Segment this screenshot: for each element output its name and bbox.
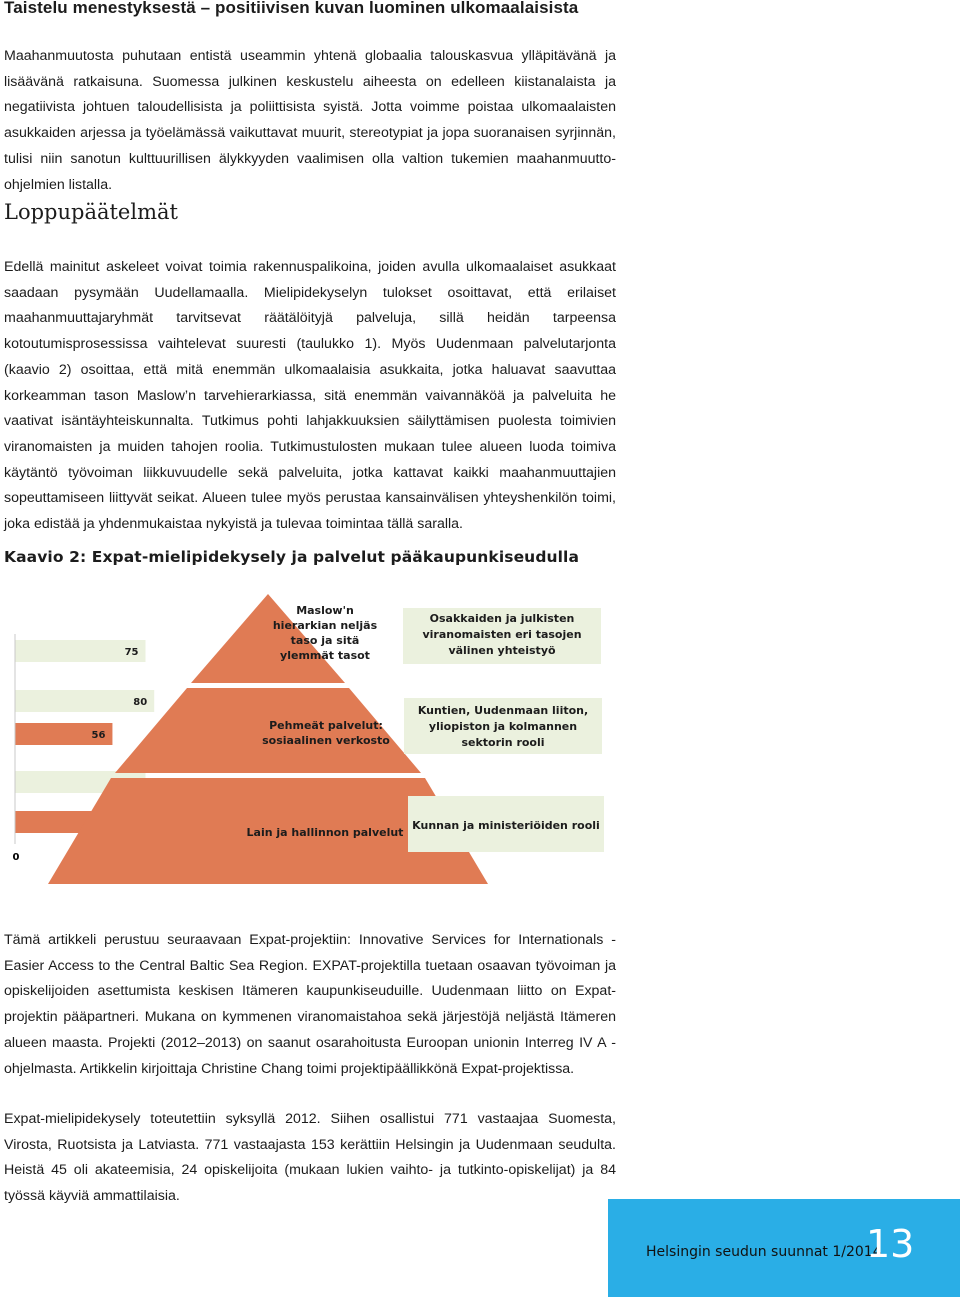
- bar-value-label: 56: [91, 730, 106, 741]
- actor-label-bottom: Kunnan ja ministeriöiden rooli: [412, 819, 600, 832]
- intro-paragraph: Maahanmuutosta puhutaan entistä useammin yhtenä globaalia talouskasvua ylläpitävänä ja lisäävänä ratkaisuna. Suomessa julkinen keskustelu aiheesta on edelleen kiistanalaista ja negatiivista johtuen taloudellisista ja poliittisista syistä. Jotta voimme poistaa ulkomaalaisten asukkaiden arjessa ja työelämässä vaikuttavat muurit, stereotypiat ja jopa suoranaisen syrjinnän, tulisi niin sanotun kulttuurillisen älykkyyden vaalimisen olla valtion tukemien maahanmuutto-ohjelmien listalla.: [4, 48, 616, 193]
- actor-label-top: Osakkaiden ja julkisten viranomaisten eri tasojen välinen yhteistyö: [422, 612, 582, 657]
- section-heading: Loppupäätelmät: [4, 200, 178, 224]
- pyramid-bottom-label: Lain ja hallinnon palvelut: [246, 826, 404, 839]
- bar-value-label: 80: [133, 697, 148, 708]
- figure-title: Kaavio 2: Expat-mielipidekysely ja palvelut pääkaupunkiseudulla: [4, 548, 580, 566]
- x-tick-label: 0: [12, 852, 20, 863]
- actor-label-middle: Kuntien, Uudenmaan liiton, yliopiston ja kolmannen sektorin rooli: [417, 704, 589, 749]
- page-number: 13: [866, 1222, 915, 1266]
- article-note: Tämä artikkeli perustuu seuraavaan Expat-projektiin: Innovative Services for Internationals - Easier Access to the Central Baltic Sea Region. EXPAT-projektilla tuetaan osaavan työvoiman ja opiskelijoiden asettumista keskisen Itämeren kaupunkiseuduille. Uudenmaan liitto on Expat-projektin pääpartneri. Mukana on kymmenen viranomaistahoa sekä järjestöjä neljästä Itämeren alueen maasta. Projekti (2012–2013) on saanut osarahoitusta Euroopan unionin Interreg IV A -ohjelmasta. Artikkelin kirjoittaja Christine Chang toimi projektipäällikkönä Expat-projektissa.: [4, 932, 616, 1077]
- footer-publication: Helsingin seudun suunnat 1/2014: [646, 1244, 882, 1260]
- pyramid-top-label: Maslow'n hierarkian neljäs taso ja sitä ylemmät tasot: [272, 604, 378, 662]
- bar-value-label: 75: [124, 647, 139, 658]
- figure-overlay: [0, 590, 960, 890]
- conclusions-paragraph: Edellä mainitut askeleet voivat toimia rakennuspalikoina, joiden avulla ulkomaalaiset asukkaat saadaan pysymään Uudellamaalla. Mielipidekyselyn tulokset osoittavat, että erilaiset maahanmuuttajaryhmät tarvitsevat räätälöityjä palveluja, sillä heidän tarpeensa kotoutumisprosessissa vaihtelevat suuresti (taulukko 1). Myös Uudenmaan palvelutarjonta (kaavio 2) osoittaa, että mitä enemmän ulkomaalaisia asukkaita, jotka haluavat saavuttaa korkeamman tason Maslow’n tarvehierarkiassa, sitä enemmän vaivannäköä ja palveluita he vaativat isäntäyhteiskunnalta. Tutkimus pohti lahjakkuuksien säilyttämisen puolesta toimivien viranomaisten ja muiden tahojen roolia. Tutkimustulosten mukaan tulee alueen luoda toimiva käytäntö työvoiman liikkuvuudelle sekä palveluita, jotka kattavat kaikki maahanmuuttajien sopeuttamiseen liittyvät seikat. Alueen tulee myös perustaa kansainvälisen yhteyshenkilön toimi, joka edistää ja yhdenmukaistaa nykyistä ja tulevaa toimintaa tällä saralla.: [4, 259, 616, 533]
- pyramid-middle-label: Pehmeät palvelut: sosiaalinen verkosto: [262, 719, 390, 747]
- survey-note: Expat-mielipidekysely toteutettiin syksyllä 2012. Siihen osallistui 771 vastaajaa Suomesta, Virosta, Ruotsista ja Latviasta. 771 vastaajasta 153 kerättiin Helsingin ja Uudenmaan seudulta. Heistä 45 oli akateemisia, 24 opiskelijoita (mukaan lukien vaihto- ja tutkinto-opiskelijat) ja 84 työssä käyviä ammattilaisia.: [4, 1111, 616, 1205]
- article-title: Taistelu menestyksestä – positiivisen kuvan luominen ulkomaalaisista: [4, 0, 579, 17]
